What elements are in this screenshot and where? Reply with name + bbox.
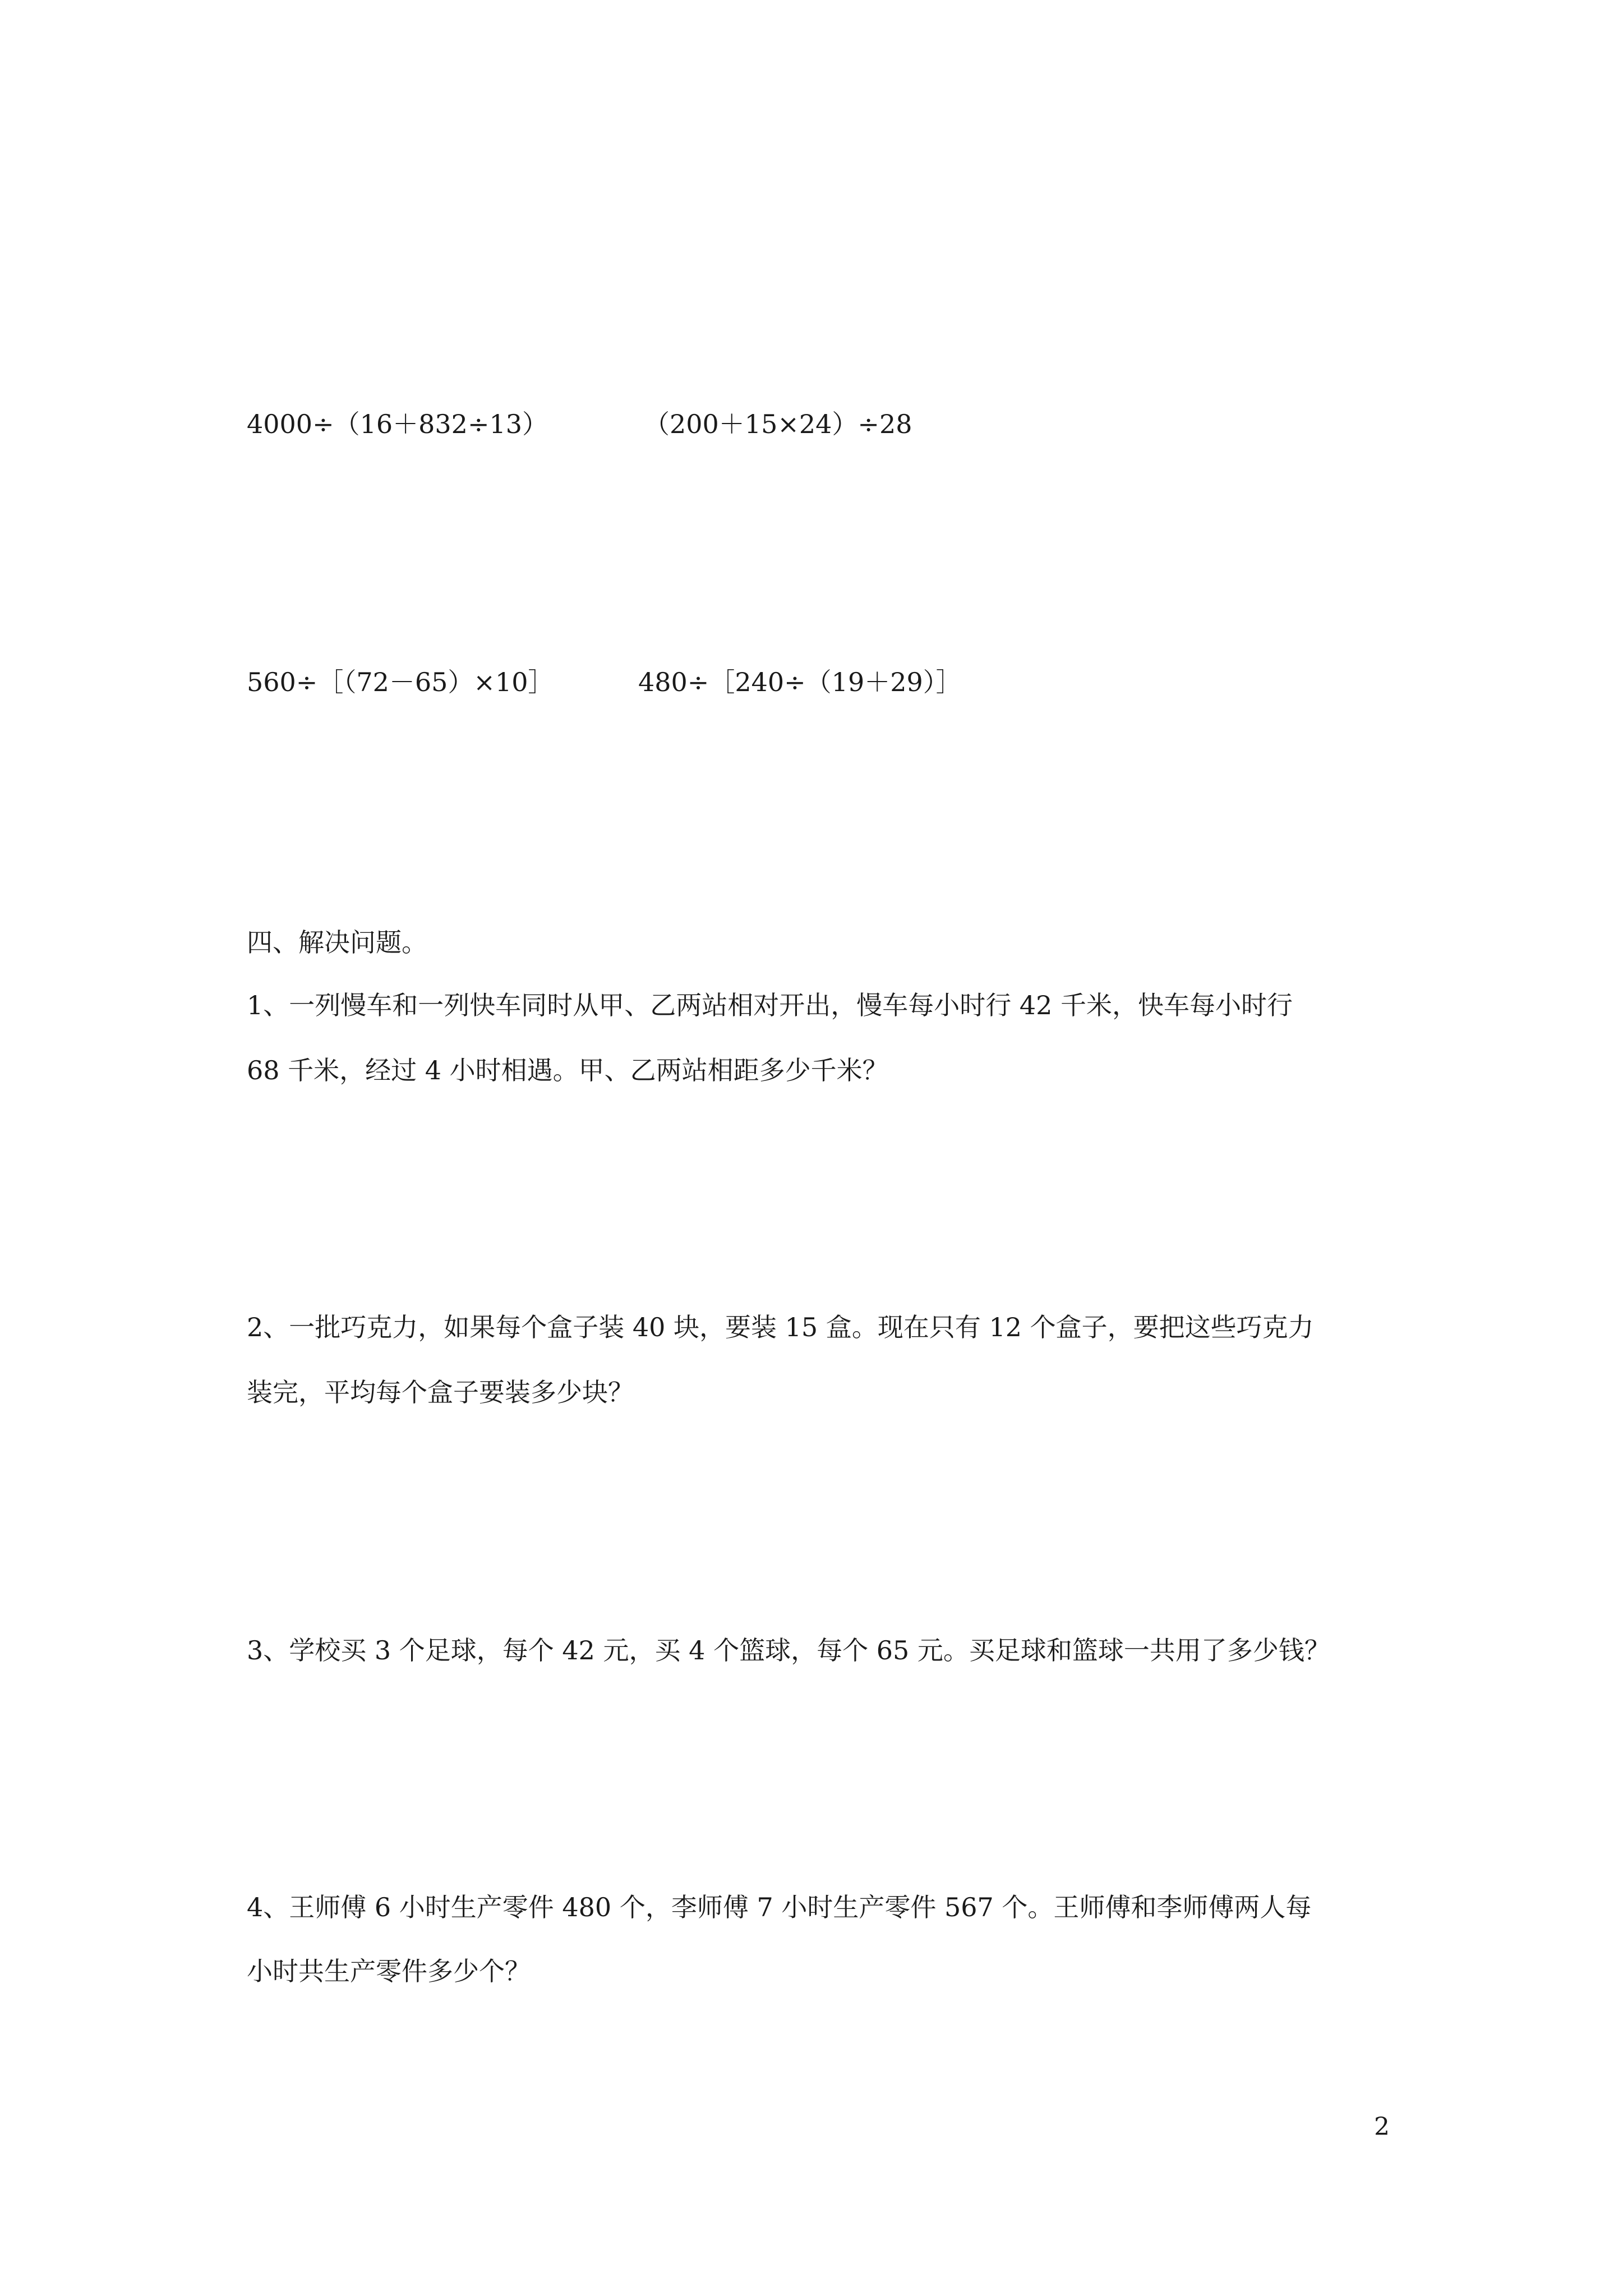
problem-2-line-2: 装完，平均每个盒子要装多少块？ xyxy=(247,1377,634,1407)
problem-4-line-1: 4、王师傅 6 小时生产零件 480 个，李师傅 7 小时生产零件 567 个。王师傅和李师傅两人每 xyxy=(247,1892,1312,1922)
section-heading: 四、解决问题。 xyxy=(247,927,427,958)
problem-2-line-1: 2、一批巧克力，如果每个盒子装 40 块，要装 15 盒。现在只有 12 个盒子，要把这些巧克力 xyxy=(247,1312,1314,1342)
calc-expression-2: （200＋15×24）÷28 xyxy=(644,409,912,439)
problem-1-line-1: 1、一列慢车和一列快车同时从甲、乙两站相对开出，慢车每小时行 42 千米，快车每小时行 xyxy=(247,990,1293,1020)
calc-expression-1: 4000÷（16＋832÷13） xyxy=(247,409,548,439)
calc-expression-4: 480÷［240÷（19＋29）］ xyxy=(638,667,962,697)
page-number: 2 xyxy=(1374,2113,1390,2141)
problem-1-line-2: 68 千米，经过 4 小时相遇。甲、乙两站相距多少千米？ xyxy=(247,1055,888,1085)
calc-expression-3: 560÷［（72－65）×10］ xyxy=(247,667,554,697)
problem-4-line-2: 小时共生产零件多少个？ xyxy=(247,1956,531,1986)
problem-3-line-1: 3、学校买 3 个足球，每个 42 元，买 4 个篮球，每个 65 元。买足球和篮球一共用了多少钱？ xyxy=(247,1635,1330,1665)
